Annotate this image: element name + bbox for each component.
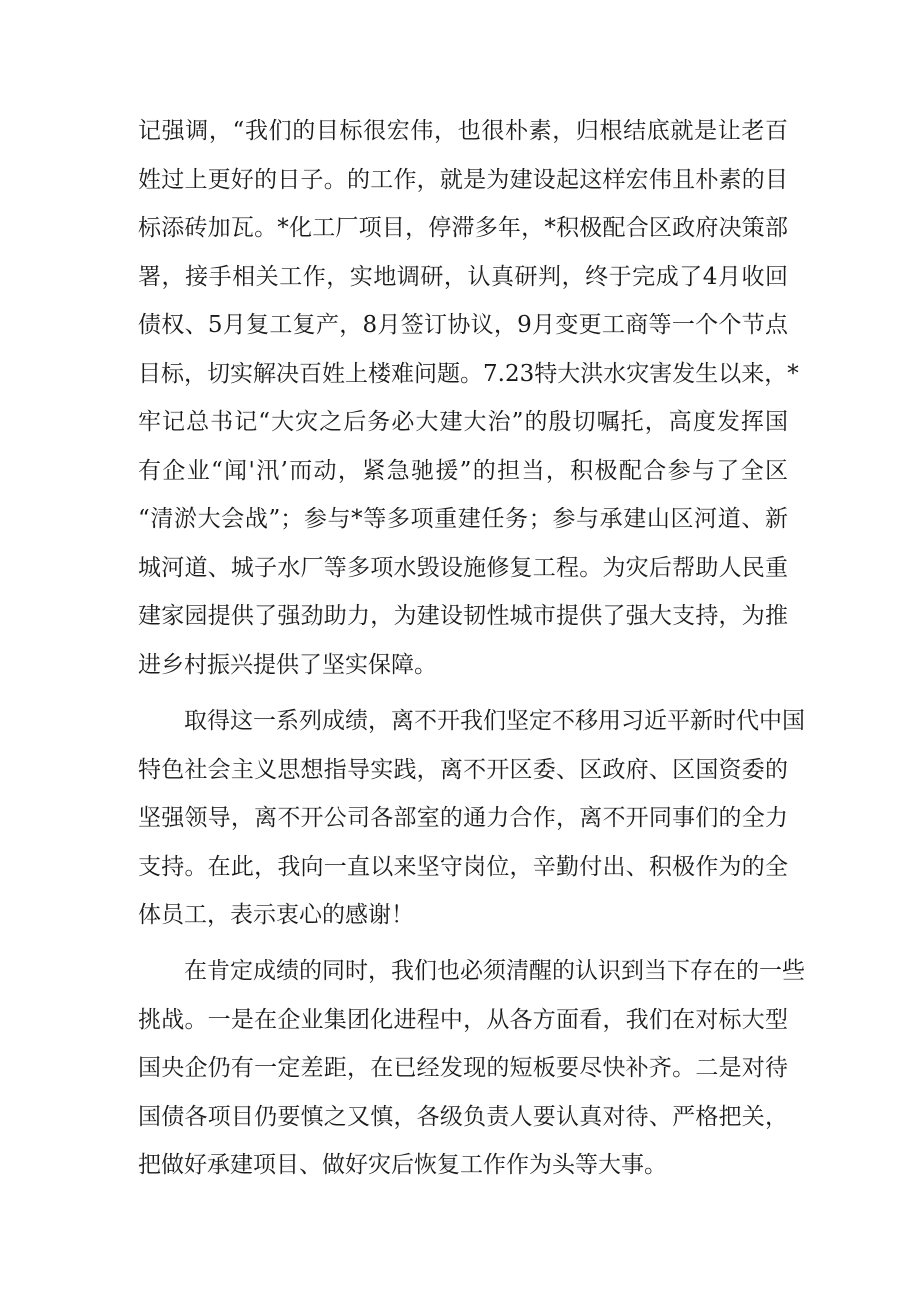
text-line: 有企业“闻'汛’而动，紧急驰援”的担当，积极配合参与了全区 (138, 457, 788, 484)
text-line: 建家园提供了强劲助力，为建设韧性城市提供了强大支持，为推 (138, 603, 788, 629)
text-line: 挑战。一是在企业集团化进程中，从各方面看，我们在对标大型 (138, 1006, 788, 1033)
text-line: 目标，切实解决百姓上楼难问题。7.23特大洪水灾害发生以来，* (138, 360, 799, 387)
text-line: 国央企仍有一定差距，在已经发现的短板要尽快补齐。二是对待 (138, 1055, 788, 1081)
text-line: 支持。在此，我向一直以来坚守岗位，辛勤付出、积极作为的全 (138, 853, 788, 880)
paragraph-challenges (138, 947, 805, 1190)
text-line: 记强调，“我们的目标很宏伟，也很朴素，归根结底就是让老百 (138, 118, 788, 144)
text-line: 把做好承建项目、做好灾后恢复工作作为头等大事。 (138, 1152, 667, 1178)
text-line: 城河道、城子水厂等多项水毁设施修复工程。为灾后帮助人民重 (138, 554, 788, 581)
text-line: 债权、5月复工复产，8月签订协议，9月变更工商等一个个节点 (138, 312, 788, 338)
text-line: “清淤大会战”；参与*等多项重建任务；参与承建山区河道、新 (138, 506, 788, 532)
text-line: 署，接手相关工作，实地调研，认真研判，终于完成了4月收回 (138, 263, 788, 290)
text-line: 姓过上更好的日子。的工作，就是为建设起这样宏伟且朴素的目 (138, 166, 788, 193)
text-line: 坚强领导，离不开公司各部室的通力合作，离不开同事们的全力 (138, 805, 788, 831)
paragraph-gratitude (138, 697, 805, 940)
text-line: 进乡村振兴提供了坚实保障。 (138, 651, 437, 678)
text-line: 在肯定成绩的同时，我们也必须清醒的认识到当下存在的一些 (138, 958, 805, 984)
paragraph-achievements (138, 107, 799, 689)
text-line: 国债各项目仍要慎之又慎，各级负责人要认真对待、严格把关， (138, 1103, 788, 1130)
text-line: 取得这一系列成绩，离不开我们坚定不移用习近平新时代中国 (138, 708, 805, 734)
text-line: 标添砖加瓦。*化工厂项目，停滞多年，*积极配合区政府决策部 (138, 215, 788, 241)
text-line: 特色社会主义思想指导实践，离不开区委、区政府、区国资委的 (138, 756, 788, 783)
text-line: 牢记总书记“大灾之后务必大建大治”的殷切嘱托，高度发挥国 (138, 409, 788, 435)
text-line: 体员工，表示衷心的感谢！ (138, 902, 414, 928)
